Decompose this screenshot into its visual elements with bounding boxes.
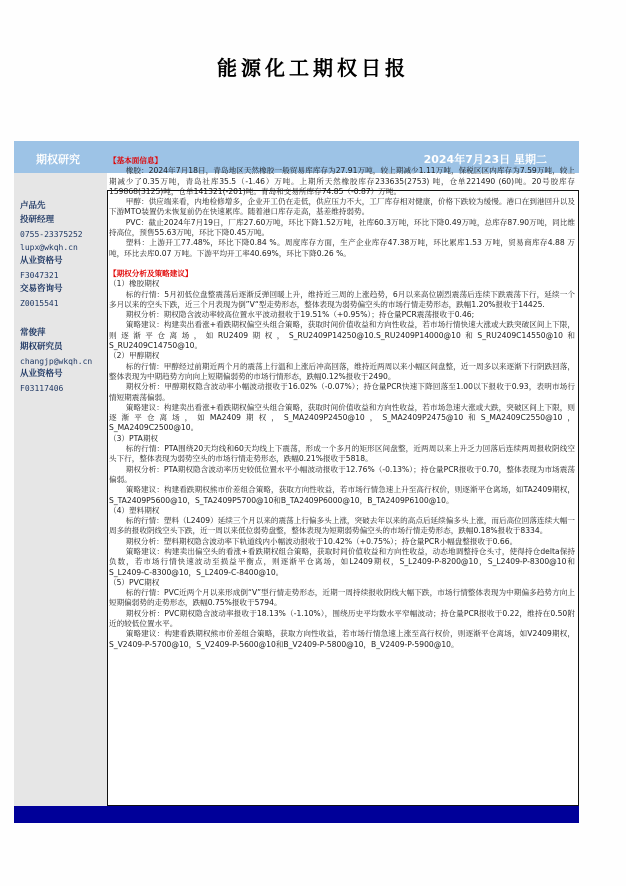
section-label: 期权研究 [36,153,80,166]
pta-option: 期权分析：PTA期权隐含波动率历史较低位置水平小幅波动报收于12.76%（-0.13%）；持仓量PCR报收于0.70，整体表现为市场震荡偏弱。 [109,464,575,484]
section-title-pta: （3）PTA期权 [109,433,159,443]
license-label: 从业资格号 [20,256,63,267]
fundamentals-heading: 【基本面信息】 [109,156,163,165]
rubber-option: 期权分析：期权隐含波动率较高位置水平波动报收于19.51%（+0.95%）；持仓量PCR震荡报收于0.46; [125,310,475,320]
section-title-methanol: （2）甲醇期权 [109,351,160,361]
methanol-strategy: 策略建议：构建卖出看涨+看跌期权偏空头组合策略，获取时间价值收益和方向性收益，若市场急速大涨或大跌，突破区间上下限，则逐渐平仓离场，如MA2409期权，S_MA2409P2450@10，S_MA2409P2475@10和S_MA2409C2550@10，S_MA2409C2500@10。 [109,402,575,433]
analyst-role: 期权研究员 [20,341,63,352]
license-number: F3047321 [20,270,59,280]
analyst-phone: 0755-23375252 [20,229,83,239]
plastic-market: 标的行情：塑料（L2409）延续三个月以来的震荡上行偏多头上涨，突破去年以来的高点后延续偏多头上涨，而后高位回落连续大幅一周多的报收阴线空头下跌，近一周以来低位弱势盘整，整体表现为短期弱势偏空头的市场行情走势形态，跌幅0.18%报收于8334。 [109,516,575,536]
plastic-option: 期权分析：塑料期权隐含波动率下轨道线内小幅波动报收于10.42%（+0.75%）；持仓量PCR小幅盘整报收于0.66。 [125,536,518,546]
pvc-market: 标的行情：PVC近两个月以来形成倒“V”型行情走势形态，近期一周持续报收阴线大幅下跌，市场行情整体表现为中期偏多趋势方向上短期偏弱势的走势形态，跌幅0.75%报收于5794。 [109,588,575,608]
pvc-option: 期权分析：PVC期权隐含波动率报收于18.13%（-1.10%），围绕历史平均数水平窄幅波动；持仓量PCR报收于0.22，维持在0.50附近的较低位置水平。 [109,608,575,629]
footer-bar [14,806,579,823]
section-title-pvc: （5）PVC期权 [109,577,160,587]
section-title-plastic: （4）塑料期权 [109,505,160,515]
analyst-name: 常俊萍 [20,328,46,338]
pvc-strategy: 策略建议：构建看跌期权熊市价差组合策略，获取方向性收益，若市场行情急速上涨至高行权价，则逐渐平仓离场，如V2409期权，S_V2409-P-5700@10，S_V2409-P-5600@10和B_V2409-P-5800@10，B_V2409-P-5900@10。 [109,629,575,649]
report-body [109,156,575,650]
analyst-email[interactable]: lupx@wkqh.cn [20,243,78,253]
analyst-name: 卢品先 [20,201,46,211]
analyst-2 [20,327,92,396]
methanol-market: 标的行情：甲醇经过前期近两个月的震荡上行温和上涨后冲高回落，维持近两周以来小幅区间盘整，近一周多以来逐渐下行阴跌回落，整体表现为中期趋势方向向上短期偏弱势的市场行情形态，跌幅0.12%报收于2490。 [109,361,575,381]
analyst-role: 投研经理 [20,214,55,225]
fundamentals-pvc: PVC：截止2024年7月19日，厂库27.60万吨，环比下降1.52万吨，社库60.3万吨，环比下降0.49万吨，总库存87.90万吨，同比维持高位，预售55.63万吨，环比下降0.45万吨。 [109,217,575,238]
plastic-strategy: 策略建议：构建卖出偏空头的看涨+看跌期权组合策略，获取时间价值收益和方向性收益，动态地调整持仓头寸，使得持仓delta保持负数，若市场行情快速波动至损益平衡点，则逐渐平仓离场，如L2409期权，S_L2409-P-8200@10，S_L2409-P-8300@10和S_L2409-C-8300@10，S_L2409-C-8400@10。 [109,546,575,577]
license-number: F03117406 [20,384,64,394]
analysis-heading: 【期权分析及策略建议】 [109,268,193,278]
fundamentals-rubber: 橡胶：2024年7月18日，青岛地区天然橡胶一般贸易库库存为27.91万吨，较上期减少1.11万吨，保税区区内库存为7.59万吨，较上期减少了0.35万吨，青岛社库35.5（-1.46）万吨。上期所天然橡胶库存233635(2753) 吨，仓单221490 (60)吨。20号胶库存159868(3125)吨，仓单141321(-201)吨。青岛和交易所库存74.85（-0.87）万吨。 [109,166,575,196]
consult-number: Z0015541 [20,298,59,308]
fundamentals-plastic: 塑料：上游开工77.48%，环比下降0.84 %。周度库存方面，生产企业库存47.38万吨，环比累库1.53 万吨，贸易商库存4.88 万吨，环比去库0.07 万吨。下游平均开工率40.69%，环比下降0.26 %。 [109,238,575,258]
pta-strategy: 策略建议：构建看跌期权熊市价差组合策略，获取方向性收益，若市场行情急速上升至高行权价，则逐渐平仓离场，如TA2409期权，S_TA2409P5600@10，S_TA2409P5700@10和B_TA2409P6000@10，B_TA2409P6100@10。 [109,485,575,505]
fundamentals-methanol: 甲醇：供应端来看，内地检修增多，企业开工仍在走低，供应压力不大，工厂库存相对健康，价格下跌较为缓慢。港口在到港回升以及下游MTO装置仍未恢复前仍在快速累库。随着港口库存走高，基差维持弱势。 [109,197,575,217]
analyst-email[interactable]: changjp@wkqh.cn [20,356,93,366]
analyst-1 [20,200,83,310]
rubber-market: 标的行情：5月初低位盘整震荡后逐渐反弹回暖上升，维持近三周的上涨趋势，6月以来高位剧烈震荡后连续下跌震荡下行，延续一个多月以来的空头下跌，近三个月表现为倒”V“型走势形态，整体表现为弱势偏空头的市场行情走势形态，跌幅1.20%报收于14425. [109,289,575,309]
methanol-option: 期权分析：甲醇期权隐含波动率小幅波动报收于16.02%（-0.07%）；持仓量PCR快速下降回落至1.00以下报收于0.93，表明市场行情短期震荡偏弱。 [109,382,575,402]
report-title: 能源化工期权日报 [217,56,409,80]
analyst-sidebar [14,173,107,806]
report-date: 2024年7月23日 星期二 [423,153,547,166]
rubber-strategy: 策略建议：构建卖出看涨+看跌期权偏空头组合策略，获取时间价值收益和方向性收益，若市场行情快速大涨或大跌突破区间上下限，则逐渐平仓离场，如RU2409期权，S_RU2409P14250@10.S_RU2409P14000@10和S_RU2409C14550@10和S_RU2409C14750@10。 [109,320,575,351]
consult-label: 交易咨询号 [20,283,63,294]
section-title-rubber: （1）橡胶期权 [109,279,160,289]
license-label: 从业资格号 [20,369,63,380]
pta-market: 标的行情：PTA围绕20天均线和60天均线上下震荡，形成一个多月的矩形区间盘整，近两周以来上升乏力回落后连续两周报收阴线空头下行，整体表现为弱势空头的市场行情走势形态，跌幅0.21%报收于5818。 [109,444,575,464]
